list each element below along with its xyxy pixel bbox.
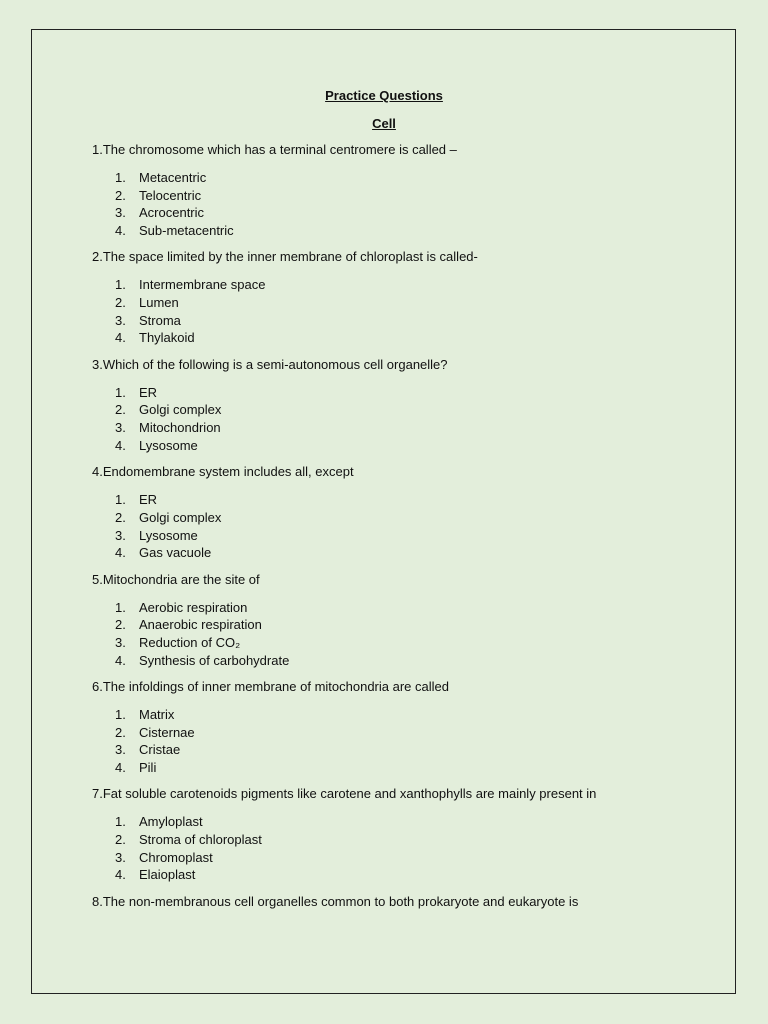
option-number: 1. [115, 706, 126, 722]
option-item [115, 527, 221, 545]
option-item [115, 419, 221, 437]
question-item [92, 357, 712, 464]
option-item [115, 169, 234, 187]
option-item [115, 187, 234, 205]
option-list [115, 706, 195, 777]
option-number: 3. [115, 205, 126, 221]
question-text: 4.Endomembrane system includes all, except [92, 464, 354, 480]
option-item [115, 652, 289, 670]
option-item [115, 759, 195, 777]
option-label: Metacentric [139, 170, 207, 185]
option-number: 1. [115, 170, 126, 185]
question-text: 6.The infoldings of inner membrane of mitochondria are called [92, 678, 449, 694]
option-label: ER [139, 384, 158, 400]
question-text: 7.Fat soluble carotenoids pigments like carotene and xanthophylls are mainly present in [92, 786, 597, 802]
option-list [115, 491, 221, 562]
option-label: Cristae [139, 742, 181, 758]
option-label: Lysosome [139, 437, 198, 453]
option-item [115, 741, 195, 759]
section-title: Cell [372, 116, 396, 131]
option-label: Gas vacuole [139, 545, 212, 561]
question-item [92, 894, 712, 1001]
option-number: 2. [115, 187, 126, 203]
option-number: 2. [115, 509, 126, 525]
option-number: 4. [115, 437, 126, 453]
option-number: 1. [115, 599, 126, 615]
option-label: Amyloplast [139, 814, 203, 830]
option-item [115, 599, 289, 617]
option-number: 3. [115, 849, 126, 865]
option-number: 2. [115, 832, 126, 848]
option-number: 2. [115, 295, 126, 311]
option-list [115, 276, 265, 347]
option-item [115, 831, 262, 849]
question-text: 5.Mitochondria are the site of [92, 571, 260, 587]
option-number: 3. [115, 527, 126, 543]
option-label: Pili [139, 760, 157, 776]
option-number: 3. [115, 634, 126, 650]
option-label: Golgi complex [139, 509, 222, 525]
option-label: Chromoplast [139, 849, 213, 865]
option-number: 3. [115, 420, 126, 436]
option-item [115, 616, 289, 634]
option-item [115, 491, 221, 509]
option-number: 4. [115, 760, 126, 776]
option-item [115, 813, 262, 831]
option-number: 4. [115, 652, 126, 668]
option-label: Acrocentric [139, 205, 205, 221]
option-item [115, 401, 221, 419]
option-label: Elaioplast [139, 867, 196, 883]
option-label: Thylakoid [139, 330, 195, 346]
option-item [115, 204, 234, 222]
option-number: 4. [115, 223, 126, 239]
option-number: 4. [115, 545, 126, 561]
option-label: Aerobic respiration [139, 599, 248, 615]
question-item [92, 464, 712, 571]
question-item [92, 572, 712, 679]
option-item [115, 509, 221, 527]
option-number: 2. [115, 724, 126, 740]
question-text: 2.The space limited by the inner membrane of chloroplast is called- [92, 249, 478, 265]
question-item [92, 679, 712, 786]
page-title: Practice Questions [325, 88, 443, 103]
option-item [115, 724, 195, 742]
option-item [115, 312, 265, 330]
question-item [92, 249, 712, 356]
option-item [115, 276, 265, 294]
option-label: Sub-metacentric [139, 223, 234, 239]
option-label: Lysosome [139, 527, 198, 543]
option-label: Cisternae [139, 724, 195, 740]
option-item [115, 329, 265, 347]
option-item [115, 544, 221, 562]
option-number: 1. [115, 277, 126, 293]
option-item [115, 222, 234, 240]
option-item [115, 866, 262, 884]
question-item [92, 142, 712, 249]
question-text: 8.The non-membranous cell organelles common to both prokaryote and eukaryote is [92, 893, 579, 909]
option-number: 1. [115, 384, 126, 400]
option-number: 1. [115, 814, 126, 830]
option-list [115, 169, 234, 240]
option-number: 4. [115, 330, 126, 346]
option-number: 3. [115, 312, 126, 328]
option-item [115, 437, 221, 455]
option-list [115, 813, 262, 884]
option-list [115, 384, 221, 455]
option-label: Anaerobic respiration [139, 617, 262, 633]
option-number: 1. [115, 492, 126, 508]
question-list [92, 142, 712, 1001]
option-number: 2. [115, 617, 126, 633]
option-label: Stroma of chloroplast [139, 832, 262, 848]
option-item [115, 294, 265, 312]
option-number: 4. [115, 867, 126, 883]
option-label: Matrix [139, 706, 175, 722]
option-item [115, 849, 262, 867]
question-item [92, 786, 712, 893]
option-item [115, 706, 195, 724]
option-label: Lumen [139, 295, 179, 311]
option-list [115, 599, 289, 670]
option-label: Golgi complex [139, 402, 222, 418]
option-label: Telocentric [139, 187, 202, 203]
option-label: Mitochondrion [139, 420, 221, 436]
option-number: 3. [115, 742, 126, 758]
question-text: 3.Which of the following is a semi-autonomous cell organelle? [92, 356, 448, 372]
option-label: ER [139, 492, 158, 508]
question-text: 1.The chromosome which has a terminal centromere is called – [92, 142, 457, 157]
option-label: Synthesis of carbohydrate [139, 652, 290, 668]
option-label: Intermembrane space [139, 277, 266, 293]
option-item [115, 634, 289, 652]
option-item [115, 384, 221, 402]
option-label: Stroma [139, 312, 181, 328]
option-number: 2. [115, 402, 126, 418]
option-label: Reduction of CO₂ [139, 634, 241, 650]
